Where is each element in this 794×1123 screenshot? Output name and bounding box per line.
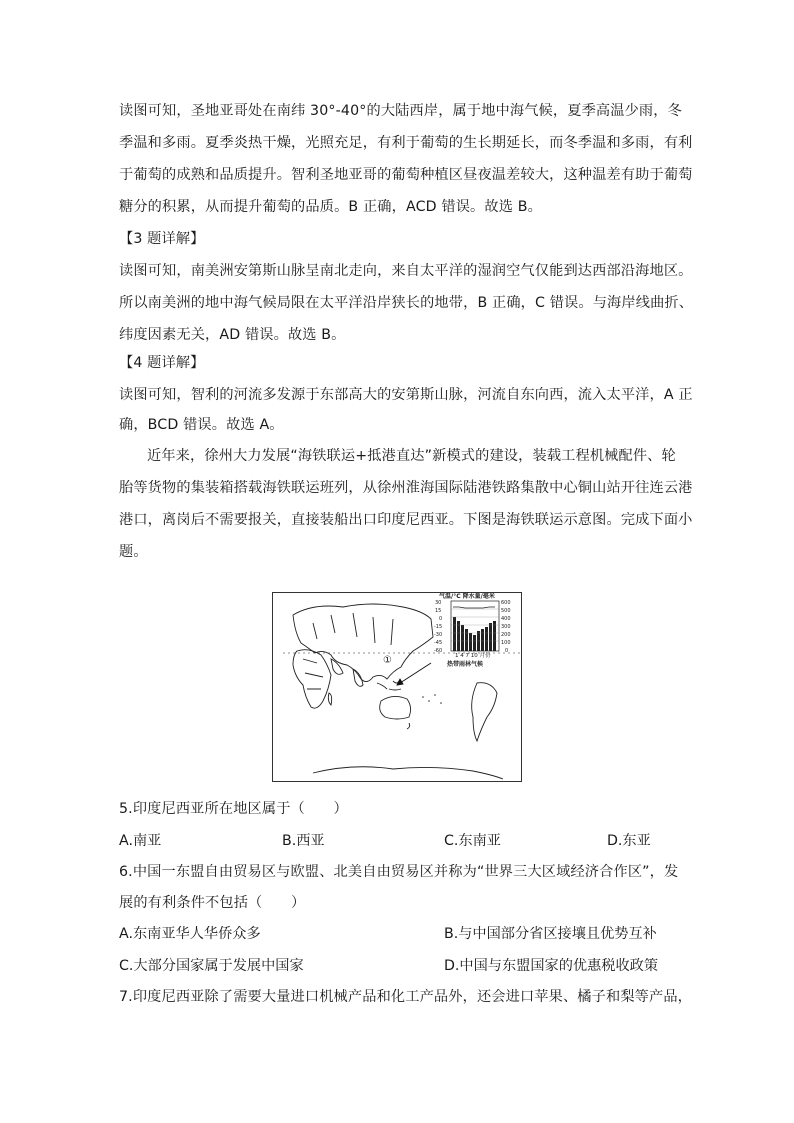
right-tick: 400 [501,616,511,622]
question-5-stem: 5.印度尼西亚所在地区属于（ ） [119,801,348,817]
question-6-stem: 展的有利条件不包括（ ） [119,895,306,911]
q6-option-a[interactable]: A.东南亚华人华侨众多 [119,926,261,942]
intro-text-line: 胎等货物的集装箱搭载海铁联运班列，从徐州淮海国际陆港铁路集散中心铜山站开往连云港 [119,480,693,496]
marker-label: ① [383,655,392,666]
q5-option-a[interactable]: A.南亚 [119,833,162,849]
right-tick: 600 [501,600,511,606]
q6-option-c[interactable]: C.大部分国家属于发展中国家 [119,958,304,974]
right-tick: 0 [505,648,509,654]
question-7-stem: 7.印度尼西亚除了需要大量进口机械产品和化工产品外，还会进口苹果、橘子和梨等产品， [119,989,693,1005]
q5-option-d[interactable]: D.东亚 [607,833,651,849]
answer-text-line: 读图可知，智利的河流多发源于东部高大的安第斯山脉，河流自东向西，流入太平洋，A 正 [119,387,693,403]
climate-chart-title: 气温/°C 降水量/毫米 [439,593,495,600]
answer-text-line: 读图可知，圣地亚哥处在南纬 30°-40°的大陆西岸，属于地中海气候，夏季高温少雨，冬 [119,103,682,119]
q5-option-b[interactable]: B.西亚 [282,833,325,849]
q6-option-b[interactable]: B.与中国部分省区接壤且优势互补 [444,926,657,942]
answer-text-line: 糖分的积累，从而提升葡萄的品质。B 正确，ACD 错误。故选 B。 [119,199,542,215]
right-tick: 100 [501,640,511,646]
intro-text-line: 题。 [119,544,148,560]
answer-text-line: 于葡萄的成熟和品质提升。智利圣地亚哥的葡萄种植区昼夜温差较大，这种温差有助于葡萄 [119,167,693,183]
answer-text-line: 所以南美洲的地中海气候局限在太平洋沿岸狭长的地带，B 正确，C 错误。与海岸线曲折、 [119,295,694,311]
world-map-figure [272,592,522,782]
q5-option-c[interactable]: C.东南亚 [444,833,501,849]
climate-chart-name: 热带雨林气候 [447,661,484,668]
answer-text-line: 季温和多雨。夏季炎热干燥，光照充足，有利于葡萄的生长期延长，而冬季温和多雨，有利 [119,135,693,151]
answer-text-line: 确，BCD 错误。故选 A。 [119,417,284,433]
left-tick: 30 [435,600,442,606]
climate-chart-inset [433,593,521,679]
answer-text-line: 纬度因素无关，AD 错误。故选 B。 [119,327,346,343]
climate-chart-months: 1 4 7 10 月份 [455,653,491,659]
left-tick: 15 [435,608,442,614]
right-tick: 300 [501,624,511,630]
left-tick: -60 [434,648,443,654]
right-tick: 500 [501,608,511,614]
section-heading-q4: 【4 题详解】 [119,355,205,371]
question-6-stem: 6.中国一东盟自由贸易区与欧盟、北美自由贸易区并称为“世界三大区域经济合作区”，发 [119,864,679,880]
right-tick: 200 [501,632,511,638]
intro-text-line: 港口，离岗后不需要报关，直接装船出口印度尼西亚。下图是海铁联运示意图。完成下面小 [119,512,693,528]
left-tick: -30 [434,632,443,638]
intro-text-line: 近年来，徐州大力发展“海铁联运+抵港直达”新模式的建设，装载工程机械配件、轮 [147,448,676,464]
section-heading-q3: 【3 题详解】 [119,231,205,247]
q6-option-d[interactable]: D.中国与东盟国家的优惠税收政策 [444,958,659,974]
left-tick: 0 [439,616,443,622]
left-tick: -15 [434,624,443,630]
answer-text-line: 读图可知，南美洲安第斯山脉呈南北走向，来自太平洋的湿润空气仅能到达西部沿海地区。 [119,263,693,279]
left-tick: -45 [434,640,443,646]
